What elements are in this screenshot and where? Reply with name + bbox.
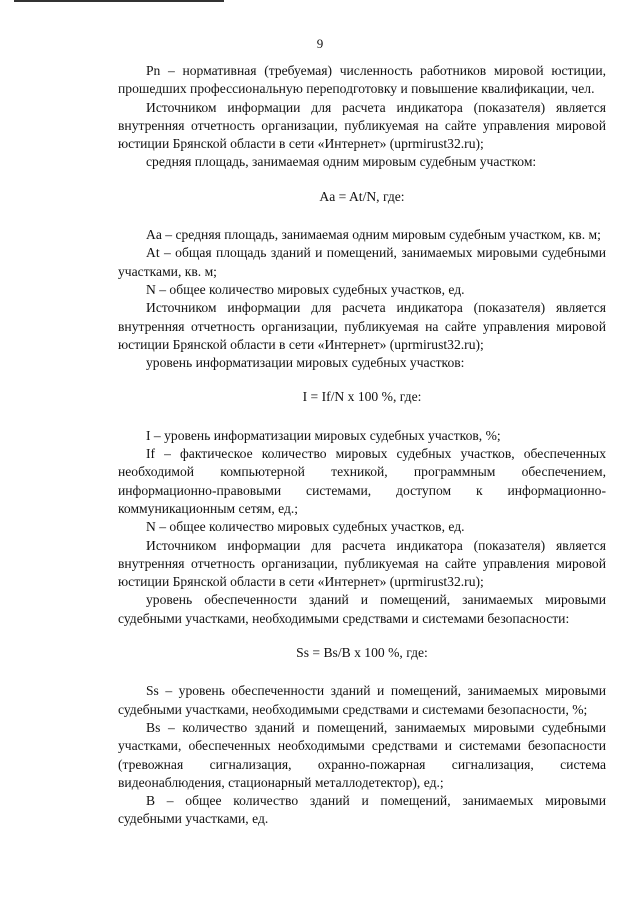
paragraph-n-definition: N – общее количество мировых судебных участков, ед. xyxy=(146,281,465,297)
top-border-line xyxy=(14,0,224,2)
paragraph-info-source: Источником информации для расчета индикатора (показателя) является внутренняя отчетность организации, публикуемая на сайте управления мировой юстиции Брянской области в сети «Интернет» (uprmirust32.ru); xyxy=(118,99,606,152)
paragraph-security-intro: уровень обеспеченности зданий и помещений, занимаемых мировыми судебными участками, необходимыми средствами и системами безопасности: xyxy=(118,592,606,626)
paragraph-if-definition: If – фактическое количество мировых судебных участков, обеспеченных необходимой компьютерной техникой, программным обеспечением, информационно-правовыми системами, доступом к информационно-коммуникационным сетям, ед.; xyxy=(118,446,606,516)
formula-average-area: Aa = At/N, где: xyxy=(319,188,405,204)
paragraph-at-definition: At – общая площадь зданий и помещений, занимаемых мировыми судебными участками, кв. м; xyxy=(118,245,606,279)
paragraph-info-source: Источником информации для расчета индикатора (показателя) является внутренняя отчетность организации, публикуемая на сайте управления мировой юстиции Брянской области в сети «Интернет» (uprmirust32.ru); xyxy=(118,300,606,352)
paragraph-bs-definition: Bs – количество зданий и помещений, занимаемых мировыми судебными участками, обеспеченных необходимыми средствами и системами безопасности (тревожная сигнализация, охранно-пожарная сигнализация, система видеонаблюдения, стационарный металлодетектор), ед.; xyxy=(118,719,606,790)
formula-informatization: I = If/N х 100 %, где: xyxy=(302,389,422,405)
paragraph-b-definition: B – общее количество зданий и помещений, занимаемых мировыми судебными участками, ед. xyxy=(118,793,606,827)
paragraph-i-definition: I – уровень информатизации мировых судебных участков, %; xyxy=(146,427,501,443)
paragraph-pn-definition: Pn – нормативная (требуемая) численность работников мировой юстиции, прошедших профессиональную переподготовку и повышение квалификации, чел. xyxy=(118,63,606,97)
paragraph-aa-definition: Aa – средняя площадь, занимаемая одним мировым судебным участком, кв. м; xyxy=(146,227,601,243)
page-number: 9 xyxy=(316,36,324,51)
paragraph-info-source: Источником информации для расчета индикатора (показателя) является внутренняя отчетность организации, публикуемая на сайте управления мировой юстиции Брянской области в сети «Интернет» (uprmirust32.ru); xyxy=(118,537,606,590)
paragraph-informatization-intro: уровень информатизации мировых судебных участков: xyxy=(146,355,465,371)
paragraph-n-definition: N – общее количество мировых судебных участков, ед. xyxy=(146,519,465,535)
document-body xyxy=(118,62,606,829)
formula-security: Ss = Bs/B х 100 %, где: xyxy=(296,645,428,661)
paragraph-average-area-intro: средняя площадь, занимаемая одним мировым судебным участком: xyxy=(146,154,537,170)
paragraph-ss-definition: Ss – уровень обеспеченности зданий и помещений, занимаемых мировыми судебными участками, необходимыми средствами и системами безопасности, %; xyxy=(118,683,606,717)
